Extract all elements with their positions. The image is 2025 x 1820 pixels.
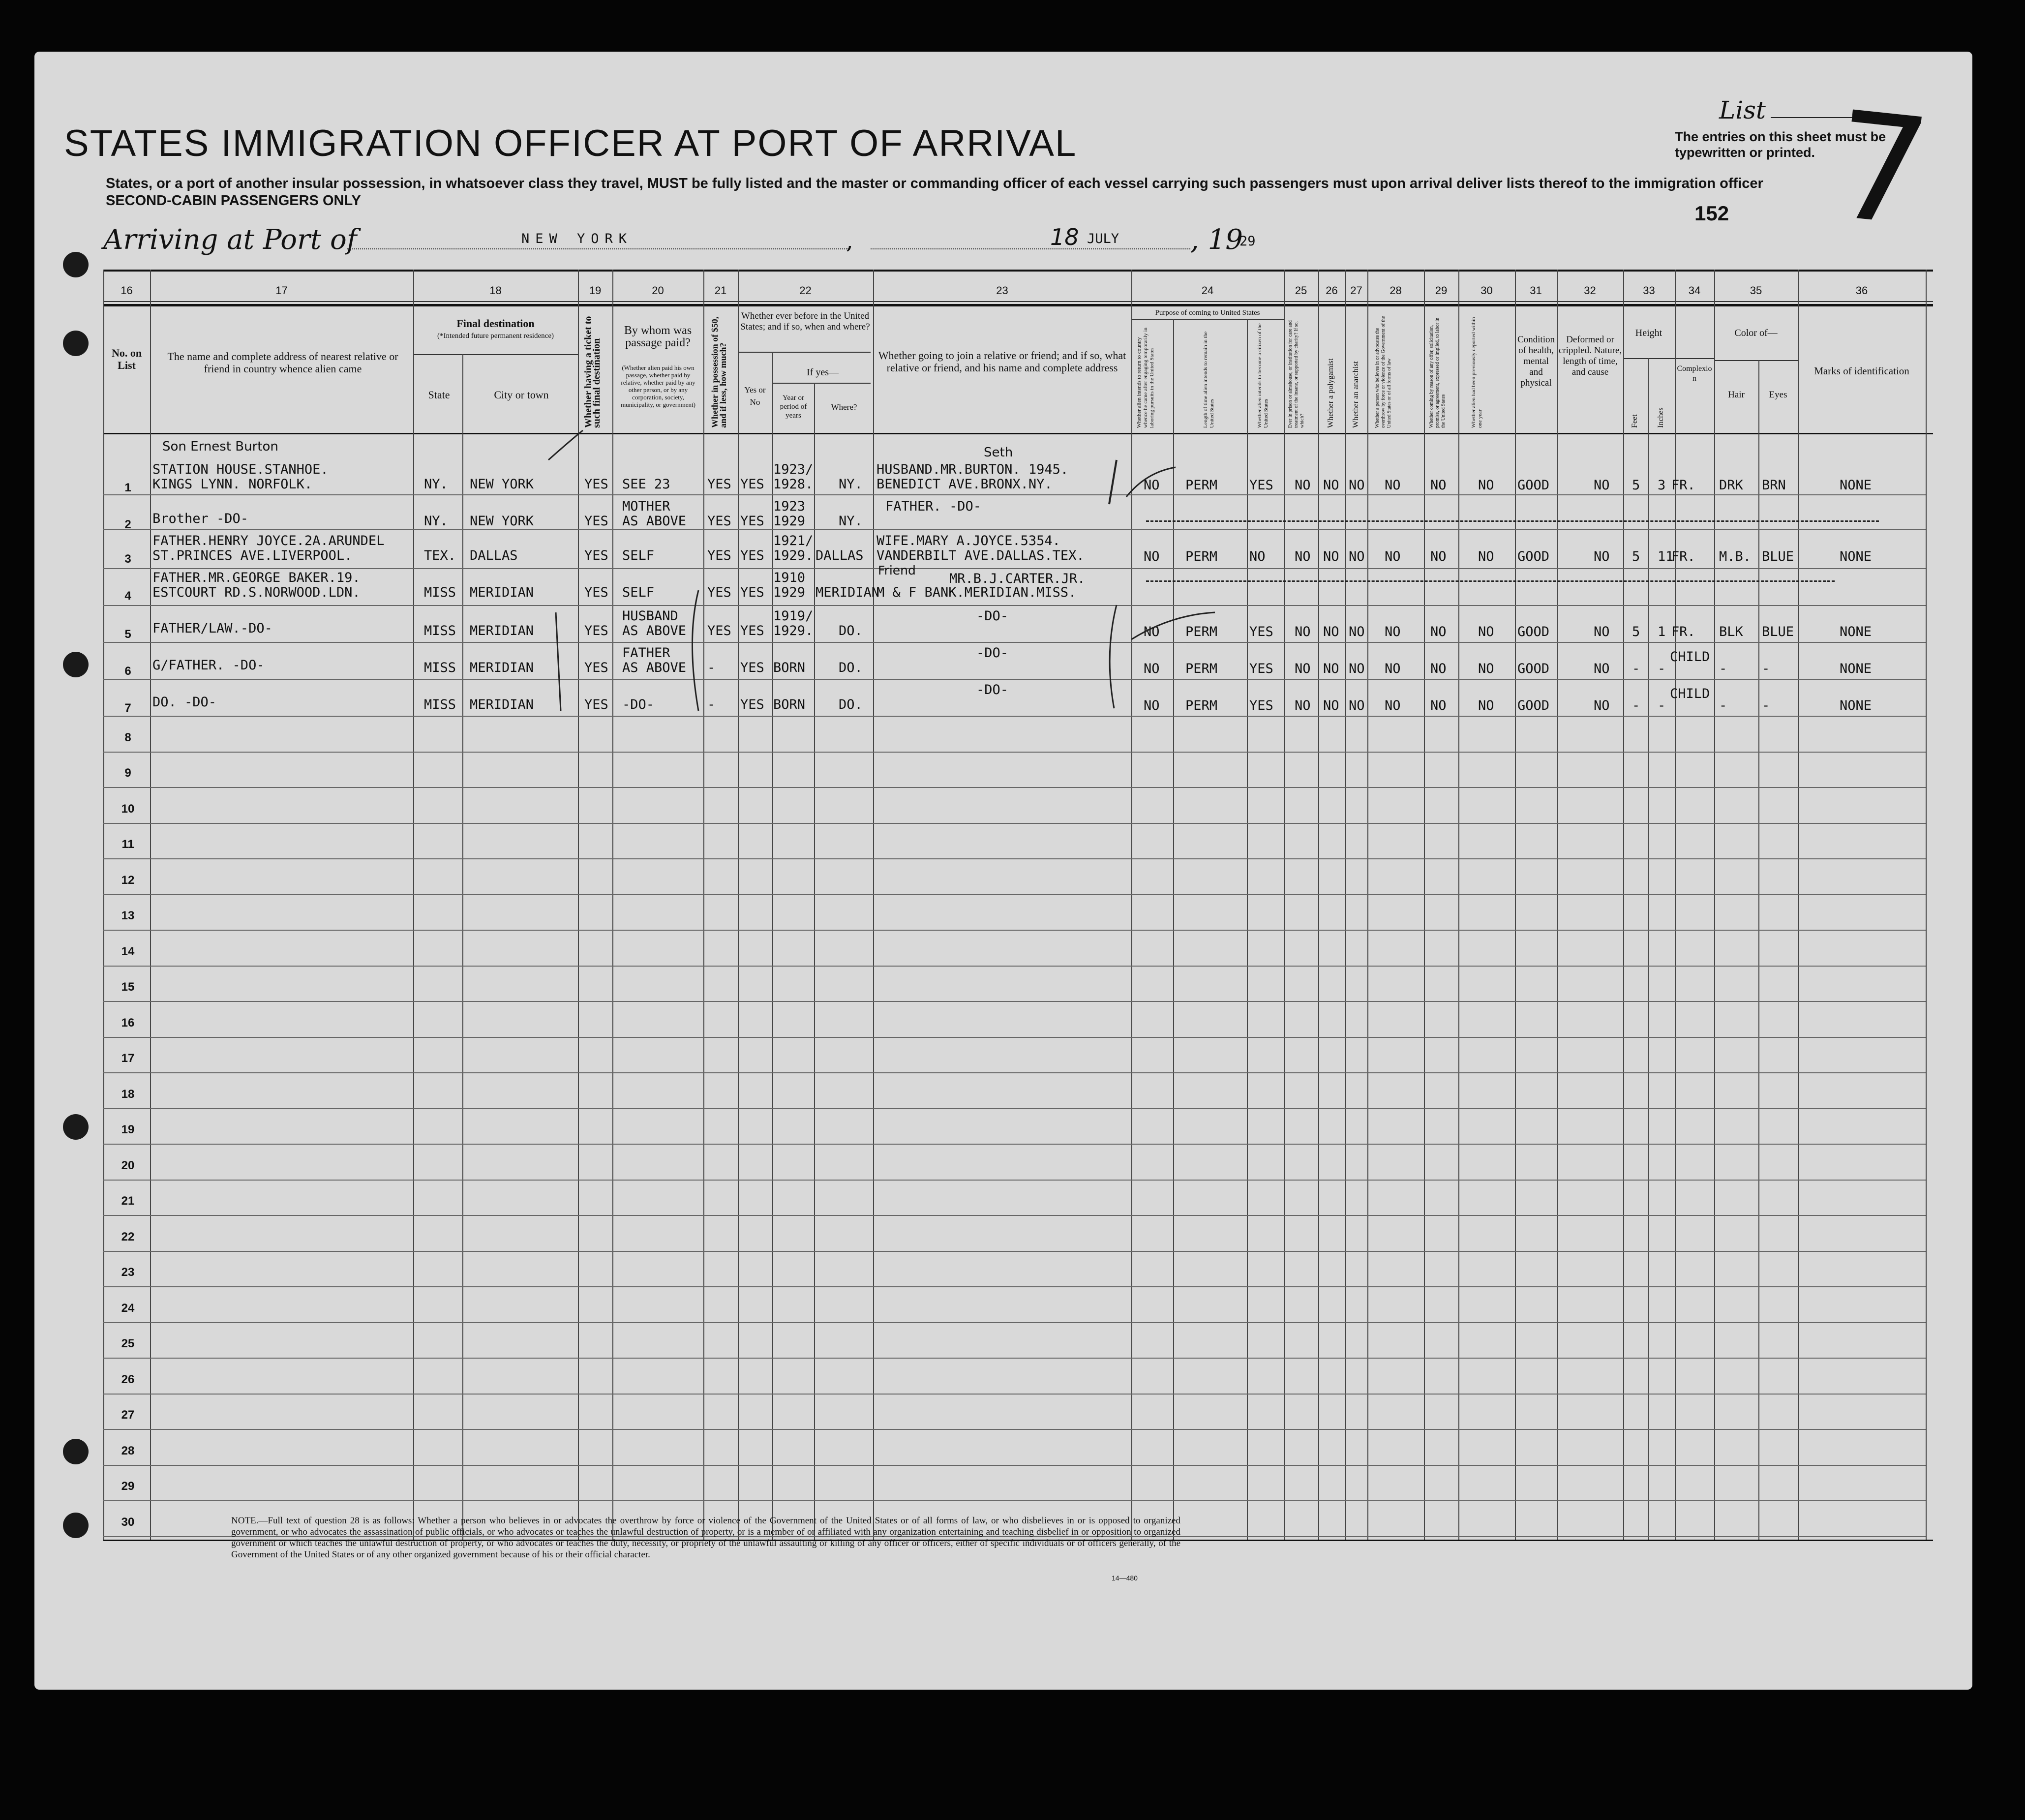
entry-city: MERIDIAN <box>470 660 534 675</box>
entry-health: GOOD <box>1517 624 1550 639</box>
entry-passage: FATHER <box>622 645 670 661</box>
row-number: 5 <box>124 628 131 641</box>
entry-years2: 1928. <box>773 477 814 492</box>
entry-joining2: M & F BANK.MERIDIAN.MISS. <box>876 585 1077 600</box>
row-number: 17 <box>121 1052 135 1065</box>
year-prefix: 19 <box>1208 224 1243 256</box>
entry-passage2: AS ABOVE <box>622 623 687 638</box>
header-no-on-list: No. on List <box>111 347 142 371</box>
entry-citizen: YES <box>1249 478 1273 493</box>
entry-where: DALLAS <box>816 548 864 563</box>
entry-c28: NO <box>1385 698 1401 713</box>
handwritten-note-friend: Friend <box>878 563 916 577</box>
entry-c28: NO <box>1385 478 1401 493</box>
entry-return: NO <box>1144 478 1160 493</box>
entry-return: NO <box>1144 698 1160 713</box>
row-number: 9 <box>124 766 131 780</box>
entry-hair: M.B. <box>1719 549 1752 564</box>
header-purpose-return: Whether alien intends to return to country whence he came after engaging temporarily in laboring pursuits in the United States <box>1136 327 1155 428</box>
entry-years: 1919/ <box>773 608 814 624</box>
row-number: 13 <box>121 909 135 922</box>
entry-poly: NO <box>1323 698 1339 713</box>
entry-complexion: FR. <box>1671 549 1695 564</box>
entry-prison: NO <box>1295 624 1311 639</box>
entry-before: YES <box>740 697 764 712</box>
entry-anarch: NO <box>1349 624 1365 639</box>
entry-c28: NO <box>1385 624 1401 639</box>
date-day: 18 <box>1050 224 1079 250</box>
header-feet: Feet <box>1631 414 1639 428</box>
entry-money: - <box>707 660 716 675</box>
column-number: 27 <box>1350 284 1362 297</box>
entry-relative1: DO. -DO- <box>152 695 217 710</box>
entry-c30: NO <box>1478 549 1494 564</box>
header-col29: Whether coming by reason of any offer, solicitation, promise, or agreement, expressed or implied, to labor in the United States <box>1429 317 1446 428</box>
entry-passage2: AS ABOVE <box>622 514 687 529</box>
header-before-in-us: Whether ever before in the United States; and if so, when and where? <box>740 311 870 332</box>
column-number: 36 <box>1855 284 1868 297</box>
entry-state: MISS <box>424 623 456 638</box>
entry-marks: NONE <box>1840 624 1872 639</box>
entry-health: GOOD <box>1517 661 1550 676</box>
entry-money: YES <box>707 514 731 529</box>
entry-feet: - <box>1632 661 1640 676</box>
entry-state: MISS <box>424 697 456 712</box>
entry-c30: NO <box>1478 478 1494 493</box>
entry-ticket: YES <box>584 514 608 529</box>
entry-eyes: BRN <box>1762 478 1786 493</box>
row-number: 4 <box>124 589 131 603</box>
entry-prison: NO <box>1295 478 1311 493</box>
entry-c29: NO <box>1430 549 1447 564</box>
column-number: 30 <box>1481 284 1493 297</box>
row-number: 7 <box>124 701 131 715</box>
entry-joining: -DO- <box>976 645 1009 661</box>
form-title: STATES IMMIGRATION OFFICER AT PORT OF ARRIVAL <box>64 122 1077 164</box>
sheet-number: 152 <box>1694 202 1729 225</box>
column-number: 18 <box>489 284 502 297</box>
entry-poly: NO <box>1323 478 1339 493</box>
entry-years: BORN <box>773 660 806 675</box>
handwritten-note-row1: Son Ernest Burton <box>162 439 278 454</box>
entry-passage2: AS ABOVE <box>622 660 687 675</box>
column-number: 20 <box>652 284 664 297</box>
header-anarchist: Whether an anarchist <box>1352 361 1360 428</box>
entry-ticket: YES <box>584 548 608 563</box>
entry-where: NY. <box>839 514 863 529</box>
entry-feet: - <box>1632 698 1640 713</box>
entry-eyes: - <box>1762 698 1770 713</box>
entry-money: YES <box>707 585 731 600</box>
typewritten-note: The entries on this sheet must be typewritten or printed. <box>1675 129 1886 160</box>
entry-where: MERIDIAN <box>816 585 880 600</box>
row-number: 29 <box>121 1480 135 1493</box>
entry-marks: NONE <box>1840 549 1872 564</box>
cabin-class: SECOND-CABIN PASSENGERS ONLY <box>106 193 361 209</box>
handwritten-note-seth: Seth <box>984 445 1013 460</box>
footer-note: NOTE.—Full text of question 28 is as follows: Whether a person who believes in or advocates the overthrow by force or violence of the Government of the United States or of all forms of law, or who disbelieves in or is opposed to organized government, or who advocates the assassination of public officials, or who advocates or teaches the unlawful destruction of property, or is a member of or affiliated with any organization entertaining and teaching disbelief in or opposition to organized government or which teaches the unlawful destruction of property, or who advocates or teaches the duty, necessity, or propriety of the unlawful assaulting or killing of any officer or officers, either of specific individuals or of officers generally, of the Government of the United States or of any other organized government because of his or their official character. <box>231 1516 1180 1560</box>
header-city: City or town <box>494 389 549 401</box>
entry-state: TEX. <box>424 548 456 563</box>
entry-c29: NO <box>1430 698 1447 713</box>
header-height: Height <box>1635 328 1662 338</box>
row-number: 30 <box>121 1515 135 1529</box>
header-relative: The name and complete address of nearest relative or friend in country whence alien came <box>167 350 398 375</box>
arriving-label: Arriving at Port of <box>103 224 357 256</box>
entry-length: PERM <box>1185 549 1218 564</box>
entry-citizen: YES <box>1249 624 1273 639</box>
entry-c28: NO <box>1385 549 1401 564</box>
entry-health: GOOD <box>1517 478 1550 493</box>
entry-city: DALLAS <box>470 548 518 563</box>
row-number: 15 <box>121 980 135 994</box>
row-number: 12 <box>121 873 135 887</box>
entry-inches: 3 <box>1658 478 1666 493</box>
entry-length: PERM <box>1185 478 1218 493</box>
column-number: 23 <box>996 284 1008 297</box>
header-purpose-citizen: Whether alien intends to become a citizen of the United States <box>1257 323 1269 428</box>
entry-complexion: CHILD <box>1670 649 1710 665</box>
entry-c28: NO <box>1385 661 1401 676</box>
entry-relative1: G/FATHER. -DO- <box>152 658 265 673</box>
entry-ticket: YES <box>584 697 608 712</box>
entry-money: YES <box>707 623 731 638</box>
row-number: 18 <box>121 1087 135 1101</box>
entry-joining2: VANDERBILT AVE.DALLAS.TEX. <box>876 548 1085 563</box>
entry-city: MERIDIAN <box>470 697 534 712</box>
entry-passage: SEE 23 <box>622 477 670 492</box>
entry-hair: DRK <box>1719 478 1743 493</box>
entry-prison: NO <box>1295 661 1311 676</box>
entry-where: DO. <box>839 660 863 675</box>
entry-where: NY. <box>839 477 863 492</box>
entry-money: YES <box>707 477 731 492</box>
entry-deformed: NO <box>1594 661 1610 676</box>
entry-poly: NO <box>1323 549 1339 564</box>
entry-marks: NONE <box>1840 698 1872 713</box>
entry-state: NY. <box>424 514 448 529</box>
row-number: 11 <box>121 838 134 851</box>
entry-ticket: YES <box>584 660 608 675</box>
entry-health: GOOD <box>1517 549 1550 564</box>
entry-before: YES <box>740 623 764 638</box>
list-label: List <box>1719 96 1766 124</box>
row-number: 14 <box>121 944 135 958</box>
row-number: 2 <box>124 518 131 531</box>
entry-years: 1923 <box>773 499 806 514</box>
entry-length: PERM <box>1185 698 1218 713</box>
entry-passage: HUSBAND <box>622 608 678 624</box>
entry-joining: HUSBAND.MR.BURTON. 1945. <box>876 462 1069 477</box>
header-condition: Condition of health, mental and physical <box>1517 334 1555 388</box>
list-number-handwritten: 7 <box>1826 79 1937 260</box>
entry-relative1: FATHER.HENRY JOYCE.2A.ARUNDEL <box>152 533 385 548</box>
column-number: 22 <box>799 284 812 297</box>
entry-before: YES <box>740 660 764 675</box>
header-complexion: Complexion <box>1677 364 1712 383</box>
form-number: 14—480 <box>1112 1574 1138 1582</box>
entry-length: PERM <box>1185 624 1218 639</box>
entry-deformed: NO <box>1594 624 1610 639</box>
entry-complexion: FR. <box>1671 478 1695 493</box>
header-if-yes: If yes— <box>807 367 839 378</box>
entry-before: YES <box>740 585 764 600</box>
form-instruction: States, or a port of another insular possession, in whatsoever class they travel, MUST be fully listed and the master or commanding officer of each vessel carrying such passengers must upon arrival deliver lists thereof to the immigration officer <box>106 176 1763 191</box>
column-number: 19 <box>589 284 602 297</box>
column-number: 24 <box>1201 284 1214 297</box>
date-year-suffix: 29 <box>1239 234 1256 249</box>
row-number: 21 <box>121 1194 135 1208</box>
entry-where: DO. <box>839 697 863 712</box>
entry-hair: - <box>1719 698 1727 713</box>
header-possession: Whether in possession of $50, and if less, how much? <box>710 316 728 428</box>
entry-city: MERIDIAN <box>470 623 534 638</box>
entry-money: - <box>707 697 716 712</box>
entry-state: MISS <box>424 660 456 675</box>
entry-citizen: YES <box>1249 661 1273 676</box>
column-number: 33 <box>1643 284 1655 297</box>
column-number: 29 <box>1435 284 1448 297</box>
entry-relative2: KINGS LYNN. NORFOLK. <box>152 477 313 492</box>
row-number: 1 <box>124 481 131 494</box>
entry-ticket: YES <box>584 623 608 638</box>
entry-joining: -DO- <box>976 682 1009 698</box>
entry-passage: MOTHER <box>622 499 670 514</box>
entry-before: YES <box>740 514 764 529</box>
column-number: 16 <box>121 284 133 297</box>
entry-passage: -DO- <box>622 697 655 712</box>
entry-citizen: NO <box>1249 549 1266 564</box>
entry-eyes: - <box>1762 661 1770 676</box>
row-number: 25 <box>121 1337 135 1350</box>
entry-feet: 5 <box>1632 478 1640 493</box>
header-year-period: Year or period of years <box>780 394 807 420</box>
entry-anarch: NO <box>1349 478 1365 493</box>
column-number: 21 <box>714 284 727 297</box>
entry-deformed: NO <box>1594 549 1610 564</box>
entry-return: NO <box>1144 624 1160 639</box>
entry-joining: WIFE.MARY A.JOYCE.5354. <box>876 533 1060 548</box>
entry-anarch: NO <box>1349 661 1365 676</box>
entry-feet: 5 <box>1632 624 1640 639</box>
row-number: 6 <box>124 665 131 678</box>
port-value: NEW YORK <box>521 231 633 246</box>
entry-where: DO. <box>839 623 863 638</box>
header-where: Where? <box>831 402 857 412</box>
entry-city: MERIDIAN <box>470 585 534 600</box>
row-number: 10 <box>121 802 135 816</box>
header-polygamist: Whether a polygamist <box>1327 358 1335 428</box>
entry-deformed: NO <box>1594 698 1610 713</box>
column-number: 26 <box>1326 284 1338 297</box>
entry-city: NEW YORK <box>470 514 534 529</box>
entry-relative1: FATHER.MR.GEORGE BAKER.19. <box>152 570 361 585</box>
entry-hair: BLK <box>1719 624 1743 639</box>
entry-feet: 5 <box>1632 549 1640 564</box>
entry-years: 1923/ <box>773 462 814 477</box>
row-number: 19 <box>121 1123 135 1136</box>
entry-c30: NO <box>1478 698 1494 713</box>
entry-years2: 1929 <box>773 514 806 529</box>
entry-poly: NO <box>1323 624 1339 639</box>
header-color-of: Color of— <box>1734 328 1778 338</box>
entry-years2: 1929. <box>773 623 814 638</box>
entry-inches: - <box>1658 698 1666 713</box>
column-number: 31 <box>1530 284 1542 297</box>
entry-joining: MR.B.J.CARTER.JR. <box>949 571 1086 586</box>
entry-relative1: FATHER/LAW.-DO- <box>152 621 272 636</box>
entry-joining2: BENEDICT AVE.BRONX.NY. <box>876 477 1053 492</box>
column-number: 28 <box>1390 284 1402 297</box>
row-number: 16 <box>121 1016 135 1030</box>
column-number: 35 <box>1750 284 1762 297</box>
entry-inches: - <box>1658 661 1666 676</box>
entry-prison: NO <box>1295 549 1311 564</box>
row-number: 28 <box>121 1444 135 1457</box>
entry-ticket: YES <box>584 477 608 492</box>
date-month: JULY <box>1087 231 1119 246</box>
entry-passage: SELF <box>622 548 655 563</box>
row-number: 24 <box>121 1301 135 1315</box>
entry-c30: NO <box>1478 661 1494 676</box>
row-number: 26 <box>121 1372 135 1386</box>
entry-relative1: STATION HOUSE.STANHOE. <box>152 462 329 477</box>
entry-hair: - <box>1719 661 1727 676</box>
header-joining: Whether going to join a relative or friend; and if so, what relative or friend, and his name and complete address <box>878 349 1126 374</box>
entry-c29: NO <box>1430 624 1447 639</box>
year-comma: , <box>1190 224 1208 256</box>
header-passage: By whom was passage paid? <box>624 324 692 349</box>
entry-length: PERM <box>1185 661 1218 676</box>
header-col28: Whether a person who believes in or advocates the overthrow by force or violence of the Government of the United States or of all forms of law <box>1375 316 1392 428</box>
header-final-destination-note: (*Intended future permanent residence) <box>437 332 554 340</box>
entry-years: 1910 <box>773 570 806 585</box>
entry-complexion: CHILD <box>1670 686 1710 701</box>
row-number: 23 <box>121 1266 135 1279</box>
entry-anarch: NO <box>1349 549 1365 564</box>
header-col30: Whether alien had been previously deported within one year <box>1471 317 1483 428</box>
entry-years2: 1929. <box>773 548 814 563</box>
header-prison: Ever in prison or almshouse, or institution for care and treatment of the insane, or supported by charity? If so, which? <box>1288 320 1305 428</box>
entry-eyes: BLUE <box>1762 624 1794 639</box>
header-hair: Hair <box>1728 390 1745 400</box>
entry-eyes: BLUE <box>1762 549 1794 564</box>
column-number: 32 <box>1584 284 1596 297</box>
row-number: 20 <box>121 1158 135 1172</box>
column-number: 25 <box>1295 284 1307 297</box>
entry-before: YES <box>740 548 764 563</box>
row-number: 8 <box>124 730 131 744</box>
entry-joining: -DO- <box>976 608 1009 624</box>
header-ticket: Whether having a ticket to such final destination <box>583 316 602 428</box>
header-purpose-length: Length of time alien intends to remain in the United States <box>1203 331 1215 428</box>
header-marks: Marks of identification <box>1814 365 1909 377</box>
column-number: 17 <box>275 284 288 297</box>
entry-c29: NO <box>1430 478 1447 493</box>
entry-inches: 1 <box>1658 624 1666 639</box>
column-number: 34 <box>1688 284 1701 297</box>
entry-relative2: ST.PRINCES AVE.LIVERPOOL. <box>152 548 353 563</box>
row-number: 3 <box>124 552 131 566</box>
entry-inches: 11 <box>1658 549 1674 564</box>
entry-complexion: FR. <box>1671 624 1695 639</box>
entry-passage: SELF <box>622 585 655 600</box>
entry-c29: NO <box>1430 661 1447 676</box>
entry-joining: FATHER. -DO- <box>885 499 982 514</box>
entry-money: YES <box>707 548 731 563</box>
entry-return: NO <box>1144 549 1160 564</box>
entry-years: BORN <box>773 697 806 712</box>
entry-return: NO <box>1144 661 1160 676</box>
entry-state: NY. <box>424 477 448 492</box>
header-purpose: Purpose of coming to United States <box>1155 309 1260 317</box>
header-eyes: Eyes <box>1769 390 1787 400</box>
entry-city: NEW YORK <box>470 477 534 492</box>
entry-marks: NONE <box>1840 478 1872 493</box>
entry-poly: NO <box>1323 661 1339 676</box>
entry-state: MISS <box>424 585 456 600</box>
entry-relative2: ESTCOURT RD.S.NORWOOD.LDN. <box>152 585 361 600</box>
comma: , <box>846 227 853 254</box>
row-number: 27 <box>121 1408 135 1422</box>
entry-c30: NO <box>1478 624 1494 639</box>
entry-before: YES <box>740 477 764 492</box>
entry-citizen: YES <box>1249 698 1273 713</box>
entry-health: GOOD <box>1517 698 1550 713</box>
header-state: State <box>428 389 450 401</box>
entry-ticket: YES <box>584 585 608 600</box>
header-passage-note: (Whether alien paid his own passage, whether paid by relative, whether paid by any other person, or by any corporation, society, municipality, or government) <box>621 364 695 408</box>
entry-deformed: NO <box>1594 478 1610 493</box>
entry-relative1: Brother -DO- <box>152 511 249 526</box>
entry-prison: NO <box>1295 698 1311 713</box>
entry-marks: NONE <box>1840 661 1872 676</box>
entry-years2: 1929 <box>773 585 806 600</box>
row-number: 22 <box>121 1230 135 1244</box>
header-deformed: Deformed or crippled. Nature, length of time, and cause <box>1558 334 1622 377</box>
entry-anarch: NO <box>1349 698 1365 713</box>
entry-years: 1921/ <box>773 533 814 548</box>
header-final-destination: Final destination <box>456 317 535 330</box>
header-inches: Inches <box>1657 407 1665 428</box>
header-yes-no: Yes or No <box>744 385 766 407</box>
